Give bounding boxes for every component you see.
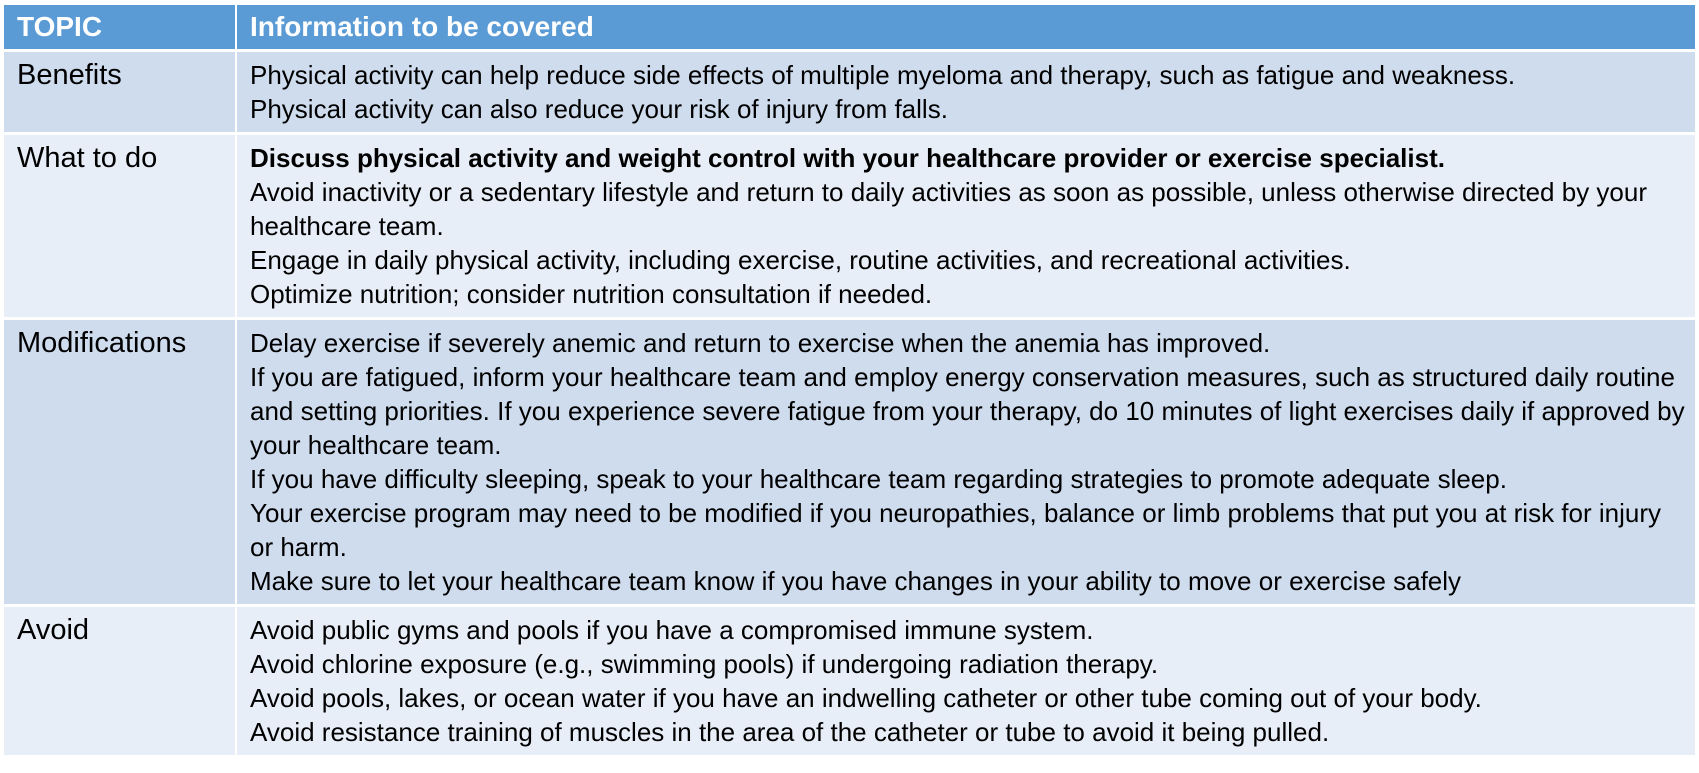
info-line: Physical activity can help reduce side effects of multiple myeloma and therapy, such as fatigue and weakness. xyxy=(250,60,1516,90)
info-table xyxy=(2,2,1697,758)
info-cell xyxy=(236,51,1696,134)
info-cell xyxy=(236,134,1696,319)
header-topic: TOPIC xyxy=(3,4,236,51)
info-line: Optimize nutrition; consider nutrition consultation if needed. xyxy=(250,279,933,309)
info-line: Avoid public gyms and pools if you have a compromised immune system. xyxy=(250,615,1094,645)
table-row-what-to-do xyxy=(3,134,1696,319)
header-row xyxy=(3,4,1696,51)
info-line: Your exercise program may need to be modified if you neuropathies, balance or limb problems that put you at risk for injury or harm. xyxy=(250,498,1661,562)
table-row-benefits xyxy=(3,51,1696,134)
header-info: Information to be covered xyxy=(236,4,1696,51)
info-line: Physical activity can also reduce your risk of injury from falls. xyxy=(250,94,948,124)
topic-cell: Modifications xyxy=(3,319,236,606)
info-line: Avoid inactivity or a sedentary lifestyle and return to daily activities as soon as possible, unless otherwise directed by your healthcare team. xyxy=(250,177,1648,241)
table-row-modifications xyxy=(3,319,1696,606)
topic-cell: Benefits xyxy=(3,51,236,134)
topic-cell: Avoid xyxy=(3,606,236,757)
info-line: Avoid pools, lakes, or ocean water if you have an indwelling catheter or other tube coming out of your body. xyxy=(250,683,1482,713)
info-line: Avoid resistance training of muscles in the area of the catheter or tube to avoid it being pulled. xyxy=(250,717,1330,747)
info-line: Delay exercise if severely anemic and return to exercise when the anemia has improved. xyxy=(250,328,1271,358)
info-line: Avoid chlorine exposure (e.g., swimming pools) if undergoing radiation therapy. xyxy=(250,649,1159,679)
info-line: Engage in daily physical activity, including exercise, routine activities, and recreational activities. xyxy=(250,245,1351,275)
info-cell xyxy=(236,319,1696,606)
info-line: Make sure to let your healthcare team know if you have changes in your ability to move or exercise safely xyxy=(250,566,1462,596)
topic-cell: What to do xyxy=(3,134,236,319)
info-line: If you have difficulty sleeping, speak to your healthcare team regarding strategies to promote adequate sleep. xyxy=(250,464,1507,494)
table-row-avoid xyxy=(3,606,1696,757)
info-line-emphasis: Discuss physical activity and weight control with your healthcare provider or exercise specialist. xyxy=(250,143,1445,173)
info-line: If you are fatigued, inform your healthcare team and employ energy conservation measures, such as structured daily routine and setting priorities. If you experience severe fatigue from your therapy, do 10 minutes of light exercises daily if approved by your healthcare team. xyxy=(250,362,1685,460)
info-cell xyxy=(236,606,1696,757)
